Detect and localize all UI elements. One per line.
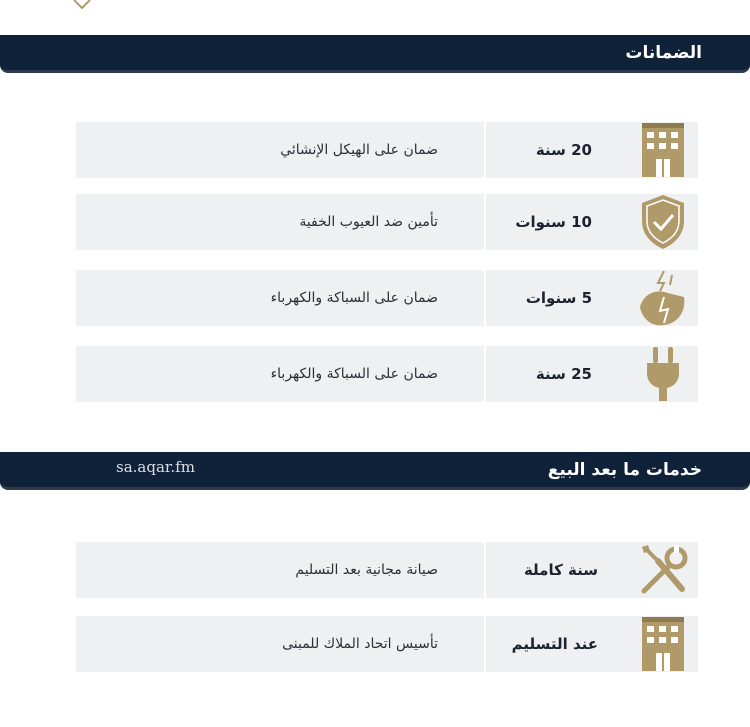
- building-icon: [634, 119, 692, 181]
- table-row: [76, 122, 698, 178]
- table-row: [76, 270, 698, 326]
- tools-icon: [634, 539, 692, 601]
- section-title: خدمات ما بعد البيع: [547, 459, 702, 480]
- row-value-cell: [486, 194, 698, 250]
- row-description: تأسيس اتحاد الملاك للمبنى: [282, 636, 438, 652]
- row-description-cell: [76, 122, 484, 178]
- table-row: [76, 194, 698, 250]
- row-value: 5 سنوات: [525, 289, 592, 307]
- plug-icon: [634, 343, 692, 405]
- section-header-after-sales: [0, 452, 750, 490]
- row-description-cell: [76, 346, 484, 402]
- watermark-text: sa.aqar.fm: [116, 458, 195, 476]
- row-value: سنة كاملة: [523, 561, 598, 579]
- row-description-cell: [76, 616, 484, 672]
- table-row: [76, 542, 698, 598]
- shield-check-icon: [634, 191, 692, 253]
- row-description: ضمان على السباكة والكهرباء: [270, 366, 438, 382]
- row-value-cell: [486, 616, 698, 672]
- section-title: الضمانات: [625, 42, 702, 63]
- row-description-cell: [76, 194, 484, 250]
- row-description: ضمان على الهيكل الإنشائي: [280, 142, 438, 158]
- row-value-cell: [486, 346, 698, 402]
- corner-decoration-icon: [72, 0, 96, 10]
- row-value: عند التسليم: [511, 635, 598, 653]
- row-description: ضمان على السباكة والكهرباء: [270, 290, 438, 306]
- cracked-pipe-icon: [634, 267, 692, 329]
- row-value-cell: [486, 122, 698, 178]
- building-icon: [634, 613, 692, 675]
- row-value: 10 سنوات: [515, 213, 592, 231]
- row-value: 20 سنة: [535, 141, 592, 159]
- row-description-cell: [76, 542, 484, 598]
- table-row: [76, 346, 698, 402]
- table-row: [76, 616, 698, 672]
- row-description: صيانة مجانية بعد التسليم: [295, 562, 438, 578]
- row-description-cell: [76, 270, 484, 326]
- row-value-cell: [486, 542, 698, 598]
- section-header-warranties: [0, 35, 750, 73]
- row-value: 25 سنة: [535, 365, 592, 383]
- row-description: تأمين ضد العيوب الخفية: [299, 214, 438, 230]
- row-value-cell: [486, 270, 698, 326]
